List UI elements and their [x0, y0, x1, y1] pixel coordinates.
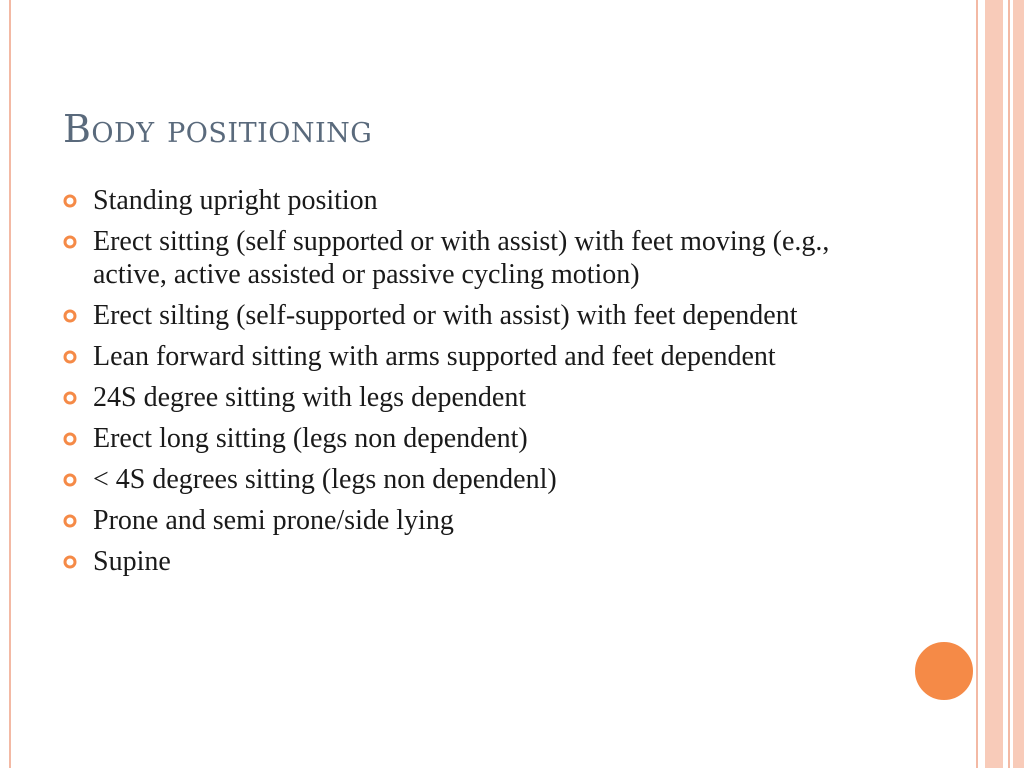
- orange-circle-decoration: [913, 640, 975, 702]
- right-border-line: [976, 0, 978, 768]
- list-item: [62, 545, 873, 578]
- orange-ring-icon: [63, 194, 77, 208]
- right-decorative-band-outer: [1013, 0, 1024, 768]
- list-item: [62, 299, 873, 332]
- right-decorative-band: [985, 0, 1003, 768]
- bullet-list: [62, 184, 882, 586]
- orange-ring-icon: [63, 350, 77, 364]
- orange-ring-icon: [63, 473, 77, 487]
- slide-title: Body positioning: [63, 107, 373, 151]
- list-item-text: Erect sitting (self supported or with assist) with feet moving (e.g., active, active assisted or passive cycling motion): [93, 226, 830, 290]
- list-item-text: Prone and semi prone/side lying: [93, 505, 454, 536]
- list-item-text: Erect silting (self-supported or with assist) with feet dependent: [93, 300, 798, 331]
- orange-ring-icon: [63, 514, 77, 528]
- left-border-line: [9, 0, 11, 768]
- orange-ring-icon: [63, 235, 77, 249]
- list-item-text: Supine: [93, 546, 171, 577]
- orange-ring-icon: [63, 309, 77, 323]
- list-item-text: < 4S degrees sitting (legs non dependenl): [93, 464, 557, 495]
- list-item-text: 24S degree sitting with legs dependent: [93, 382, 527, 413]
- list-item: [62, 504, 873, 537]
- list-item-text: Erect long sitting (legs non dependent): [93, 423, 528, 454]
- orange-ring-icon: [63, 555, 77, 569]
- list-item: [62, 463, 873, 496]
- list-item: [62, 184, 873, 217]
- list-item: [62, 340, 873, 373]
- list-item: [62, 381, 873, 414]
- list-item: [62, 225, 873, 291]
- list-item-text: Standing upright position: [93, 185, 378, 216]
- list-item: [62, 422, 873, 455]
- list-item-text: Lean forward sitting with arms supported and feet dependent: [93, 341, 776, 372]
- orange-ring-icon: [63, 391, 77, 405]
- orange-ring-icon: [63, 432, 77, 446]
- right-border-line-outer: [1008, 0, 1010, 768]
